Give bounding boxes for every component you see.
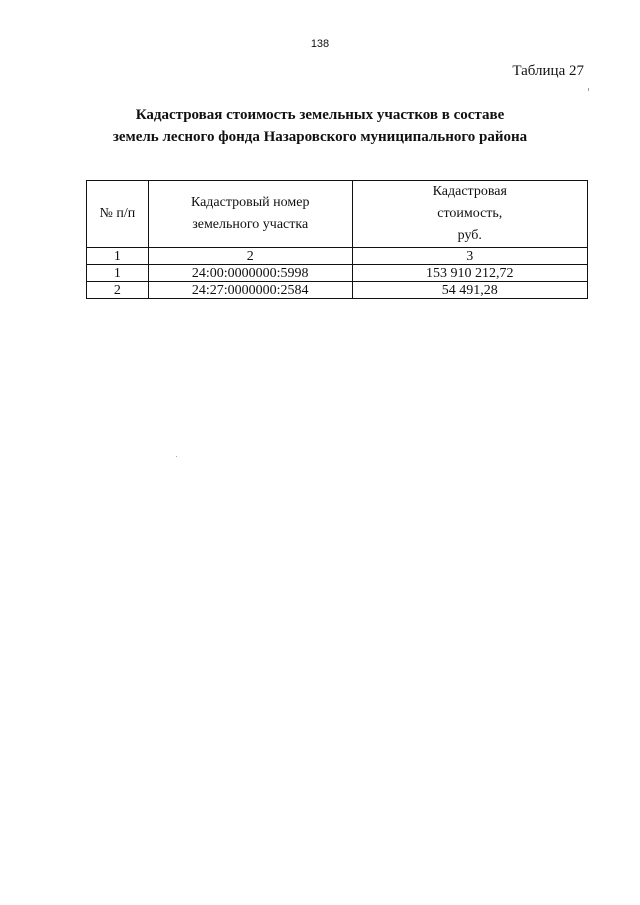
- page-number: 138: [310, 38, 330, 50]
- column-number: 1: [87, 248, 149, 265]
- cadastral-value-cell: 54 491,28: [352, 282, 587, 299]
- document-title: [0, 104, 640, 148]
- column-numbers-row: [87, 248, 588, 265]
- header-cadastral-number: [148, 181, 352, 248]
- row-index-cell: 2: [87, 282, 149, 299]
- cadastral-value-cell: 153 910 212,72: [352, 265, 587, 282]
- cadastral-number-cell: 24:00:0000000:5998: [148, 265, 352, 282]
- row-index-cell: 1: [87, 265, 149, 282]
- scan-speck: [588, 88, 589, 91]
- cadastral-number-cell: 24:27:0000000:2584: [148, 282, 352, 299]
- column-number: 3: [352, 248, 587, 265]
- header-number: № п/п: [87, 181, 149, 248]
- scan-speck: [176, 456, 177, 457]
- header-cadastral-value-line: руб.: [457, 228, 482, 243]
- header-cadastral-number-line: земельного участка: [192, 217, 309, 232]
- table-label: Таблица 27: [512, 63, 584, 79]
- header-cadastral-value: [352, 181, 587, 248]
- table-row: [87, 265, 588, 282]
- header-cadastral-number-line: Кадастровый номер: [190, 195, 310, 210]
- header-cadastral-value-line: Кадастровая: [432, 184, 507, 199]
- table-row: [87, 282, 588, 299]
- title-line-1: Кадастровая стоимость земельных участков в составе: [135, 107, 505, 123]
- column-number: 2: [148, 248, 352, 265]
- header-cadastral-value-line: стоимость,: [437, 206, 503, 221]
- title-line-2: земель лесного фонда Назаровского муниципального района: [112, 129, 528, 145]
- table-header-row: [87, 181, 588, 248]
- cadastral-value-table: [86, 180, 588, 299]
